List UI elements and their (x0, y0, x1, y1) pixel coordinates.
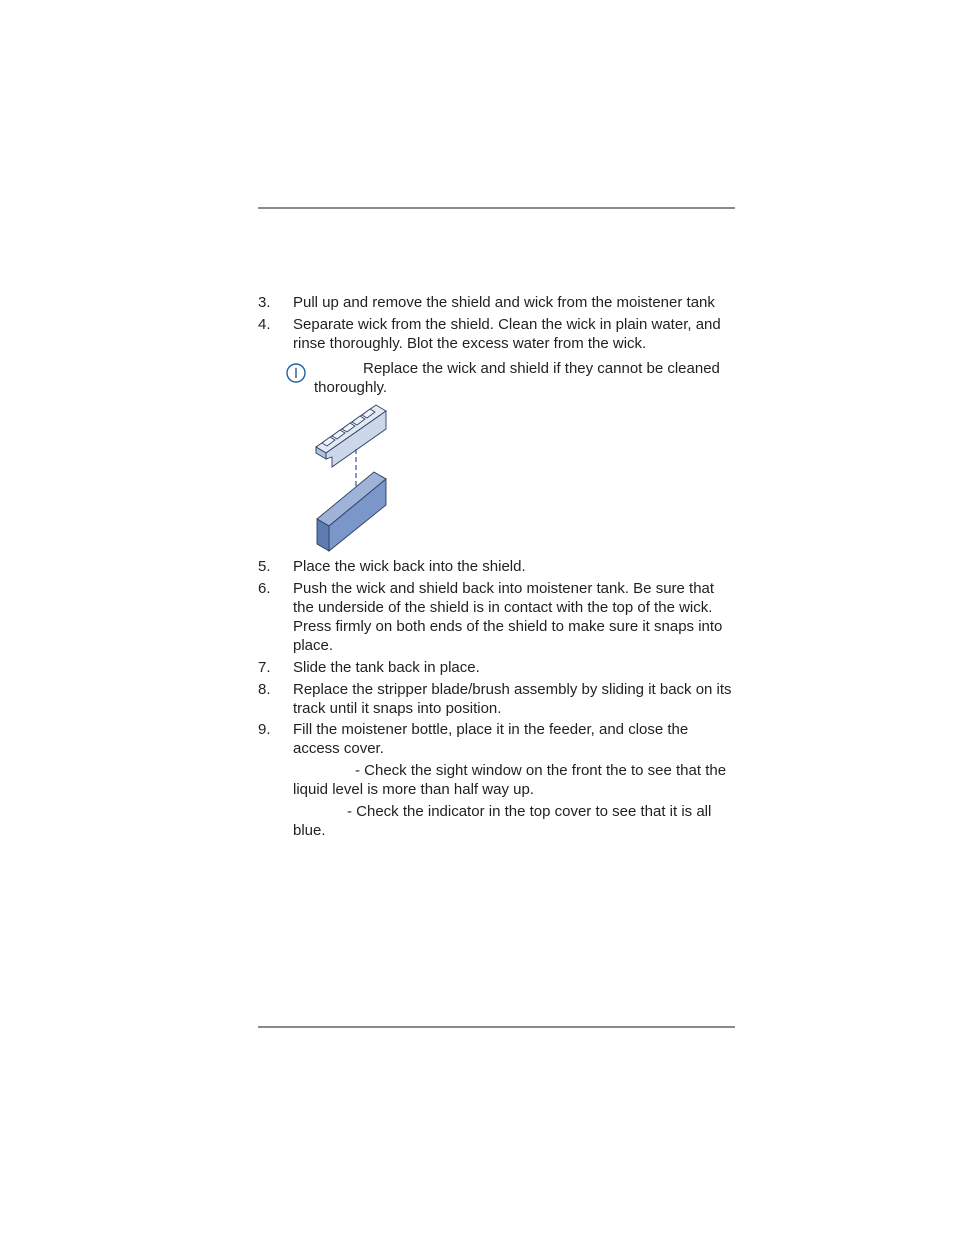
step-4 (258, 315, 736, 353)
step-5 (258, 557, 736, 576)
step-text: Pull up and remove the shield and wick from the moistener tank (293, 294, 715, 311)
step-number: 3. (258, 294, 271, 311)
step-number: 6. (258, 580, 271, 597)
note-text: Replace the wick and shield if they cannot be cleaned thoroughly. (314, 360, 720, 396)
step-8 (258, 680, 736, 718)
shield-illustration (316, 405, 386, 467)
wick-shield-illustration (312, 401, 392, 555)
step-number: 5. (258, 558, 271, 575)
wick-illustration (317, 472, 386, 551)
step-text: Push the wick and shield back into moistener tank. Be sure that the underside of the shield is in contact with the top of the wick. Press firmly on both ends of the shield to make sure it snaps into place. (293, 580, 723, 654)
step-3 (258, 293, 736, 312)
header-rule (258, 207, 735, 209)
step-number: 4. (258, 316, 271, 333)
step-text: Separate wick from the shield. Clean the wick in plain water, and rinse thoroughly. Blot the excess water from the wick. (293, 316, 721, 352)
footer-rule (258, 1026, 735, 1028)
step-9 (258, 720, 736, 758)
step-7 (258, 658, 736, 677)
step-text: Fill the moistener bottle, place it in the feeder, and close the access cover. (293, 721, 689, 757)
step-number: 7. (258, 659, 271, 676)
step-text: Place the wick back into the shield. (293, 558, 526, 575)
step-number: 8. (258, 681, 271, 698)
step-number: 9. (258, 721, 271, 738)
step-text: Replace the stripper blade/brush assembly by sliding it back on its track until it snaps into position. (293, 681, 732, 717)
sight-window-note: - Check the sight window on the front the to see that the liquid level is more than half way up. (293, 762, 727, 798)
step-text: Slide the tank back in place. (293, 659, 480, 676)
info-icon (286, 363, 306, 383)
step-6 (258, 579, 736, 655)
note (286, 359, 736, 397)
indicator-note: - Check the indicator in the top cover to see that it is all blue. (293, 803, 712, 839)
